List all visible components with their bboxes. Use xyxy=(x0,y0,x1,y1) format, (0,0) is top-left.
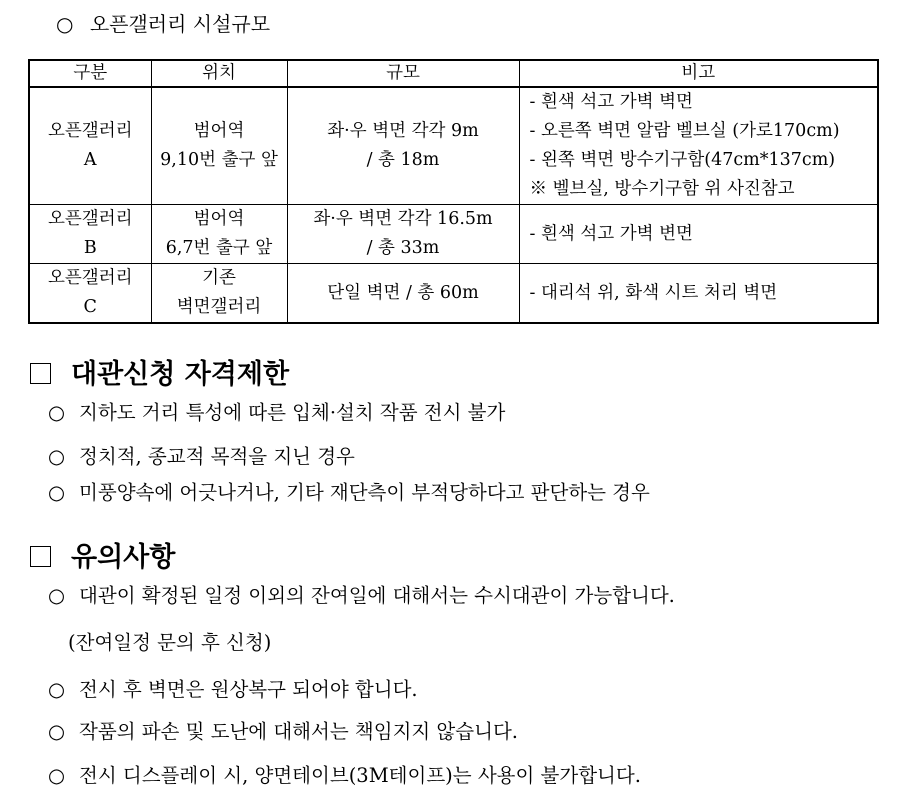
list-item xyxy=(48,716,518,744)
gallery-name: 오픈갤러리 B xyxy=(29,205,151,264)
gallery-remarks: - 흰색 석고 가벽 벽면 - 오른쪽 벽면 알람 벨브실 (가로170cm) - 왼쪽 벽면 방수기구함(47cm*137cm) ※ 벨브실, 방수기구함 위 사진참고 xyxy=(519,87,878,205)
facility-table xyxy=(28,59,879,324)
note-text: 전시 디스플레이 시, 양면테이브(3M테이프)는 사용이 불가합니다. xyxy=(79,764,641,787)
table-row xyxy=(29,87,878,205)
facility-scale-title: 오픈갤러리 시설규모 xyxy=(89,12,271,36)
circle-bullet-icon: ○ xyxy=(48,445,66,468)
header-scale: 규모 xyxy=(287,60,519,87)
notes-title: 유의사항 xyxy=(71,542,176,573)
gallery-location: 범어역 6,7번 출구 앞 xyxy=(151,205,287,264)
gallery-remarks: - 흰색 석고 가벽 변면 xyxy=(519,205,878,264)
note-text: 작품의 파손 및 도난에 대해서는 책임지지 않습니다. xyxy=(79,720,518,743)
gallery-location: 기존 벽면갤러리 xyxy=(151,264,287,324)
gallery-name: 오픈갤러리 A xyxy=(29,87,151,205)
restrictions-heading xyxy=(30,352,289,391)
gallery-remarks: - 대리석 위, 화색 시트 처리 벽면 xyxy=(519,264,878,324)
gallery-location: 범어역 9,10번 출구 앞 xyxy=(151,87,287,205)
restriction-text: 정치적, 종교적 목적을 지닌 경우 xyxy=(79,445,355,468)
restrictions-title: 대관신청 자격제한 xyxy=(71,359,290,390)
list-item xyxy=(48,397,505,425)
circle-bullet-icon: ○ xyxy=(48,584,66,607)
list-item xyxy=(48,674,418,702)
gallery-scale: 단일 벽면 / 총 60m xyxy=(287,264,519,324)
header-category: 구분 xyxy=(29,60,151,87)
circle-bullet-icon: ○ xyxy=(48,401,66,424)
gallery-name: 오픈갤러리 C xyxy=(29,264,151,324)
header-location: 위치 xyxy=(151,60,287,87)
table-row xyxy=(29,264,878,324)
gallery-scale: 좌·우 벽면 각각 16.5m / 총 33m xyxy=(287,205,519,264)
header-remarks: 비고 xyxy=(519,60,878,87)
circle-bullet-icon: ○ xyxy=(48,481,66,504)
circle-bullet-icon: ○ xyxy=(56,12,74,36)
circle-bullet-icon: ○ xyxy=(48,720,66,743)
table-header-row xyxy=(29,60,878,87)
restriction-text: 미풍양속에 어긋나거나, 기타 재단측이 부적당하다고 판단하는 경우 xyxy=(79,481,650,504)
square-bullet-icon xyxy=(30,546,51,567)
table-row xyxy=(29,205,878,264)
list-item xyxy=(48,580,675,608)
notes-heading xyxy=(30,535,175,574)
note-text: 대관이 확정된 일정 이외의 잔여일에 대해서는 수시대관이 가능합니다. xyxy=(79,584,675,607)
facility-scale-heading xyxy=(56,8,270,37)
restriction-text: 지하도 거리 특성에 따른 입체·설치 작품 전시 불가 xyxy=(79,401,506,424)
note-subtext: (잔여일정 문의 후 신청) xyxy=(68,631,272,654)
circle-bullet-icon: ○ xyxy=(48,678,66,701)
list-item xyxy=(48,441,355,469)
list-item xyxy=(48,477,650,505)
note-text: 전시 후 벽면은 원상복구 되어야 합니다. xyxy=(79,678,418,701)
list-item xyxy=(48,760,641,788)
gallery-scale: 좌·우 벽면 각각 9m / 총 18m xyxy=(287,87,519,205)
circle-bullet-icon: ○ xyxy=(48,764,66,787)
square-bullet-icon xyxy=(30,363,51,384)
